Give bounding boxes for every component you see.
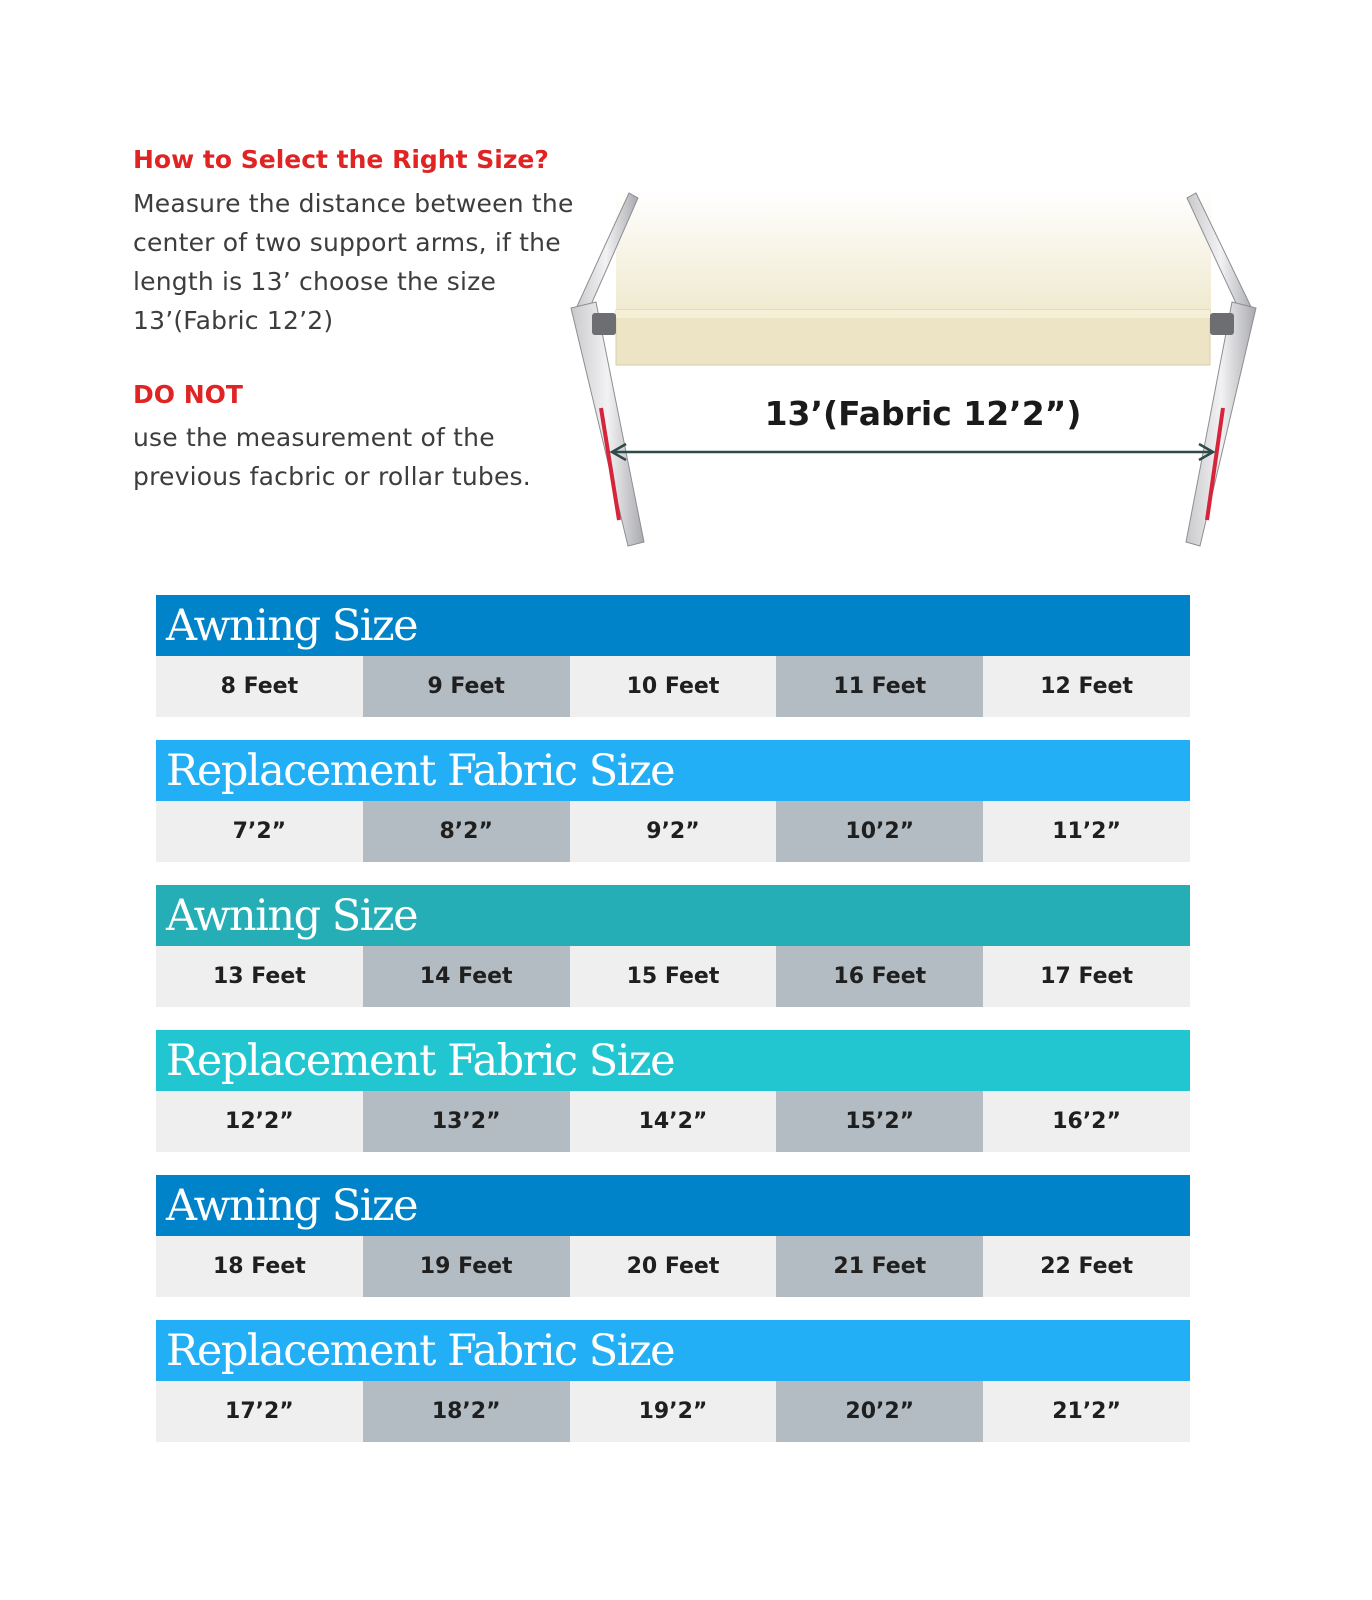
size-cell: 11 Feet xyxy=(776,656,983,717)
awning-size-header: Awning Size xyxy=(156,595,1190,656)
size-row xyxy=(156,1381,1190,1442)
size-cell: 22 Feet xyxy=(983,1236,1190,1297)
size-cell: 18’2” xyxy=(363,1381,570,1442)
measurement-label: 13’(Fabric 12’2”) xyxy=(764,394,1082,433)
size-cell: 14 Feet xyxy=(363,946,570,1007)
size-row xyxy=(156,656,1190,717)
size-cell: 15’2” xyxy=(776,1091,983,1152)
fabric-size-block xyxy=(156,1030,1190,1152)
awning-size-block xyxy=(156,885,1190,1007)
size-cell: 9’2” xyxy=(570,801,777,862)
size-cell: 7’2” xyxy=(156,801,363,862)
size-cell: 19’2” xyxy=(570,1381,777,1442)
size-cell: 12’2” xyxy=(156,1091,363,1152)
size-instructions xyxy=(133,145,603,340)
size-cell: 20’2” xyxy=(776,1381,983,1442)
awning-size-header: Awning Size xyxy=(156,885,1190,946)
size-row xyxy=(156,1091,1190,1152)
warning-line-1: use the measurement of the xyxy=(133,423,495,452)
size-row xyxy=(156,1236,1190,1297)
size-cell: 14’2” xyxy=(570,1091,777,1152)
size-cell: 16’2” xyxy=(983,1091,1190,1152)
size-cell: 20 Feet xyxy=(570,1236,777,1297)
size-cell: 10 Feet xyxy=(570,656,777,717)
instructions-line-1: Measure the distance between the xyxy=(133,189,574,218)
fabric-size-header: Replacement Fabric Size xyxy=(156,740,1190,801)
warning-heading: DO NOT xyxy=(133,380,243,409)
size-cell: 15 Feet xyxy=(570,946,777,1007)
warning-line-2: previous facbric or rollar tubes. xyxy=(133,462,531,491)
fabric-fade xyxy=(616,190,1211,312)
instructions-heading: How to Select the Right Size? xyxy=(133,145,549,174)
size-cell: 17’2” xyxy=(156,1381,363,1442)
size-cell: 12 Feet xyxy=(983,656,1190,717)
instructions-line-2: center of two support arms, if the xyxy=(133,228,561,257)
size-cell: 9 Feet xyxy=(363,656,570,717)
size-cell: 18 Feet xyxy=(156,1236,363,1297)
instructions-line-4: 13’(Fabric 12’2) xyxy=(133,306,334,335)
size-cell: 10’2” xyxy=(776,801,983,862)
size-cell: 8 Feet xyxy=(156,656,363,717)
size-chart xyxy=(156,595,1190,1465)
size-cell: 21 Feet xyxy=(776,1236,983,1297)
awning-diagram xyxy=(566,190,1262,555)
instructions-line-3: length is 13’ choose the size xyxy=(133,267,497,296)
fabric-size-header: Replacement Fabric Size xyxy=(156,1320,1190,1381)
size-cell: 19 Feet xyxy=(363,1236,570,1297)
awning-size-block xyxy=(156,595,1190,717)
size-row xyxy=(156,801,1190,862)
size-cell: 13 Feet xyxy=(156,946,363,1007)
size-row xyxy=(156,946,1190,1007)
awning-size-header: Awning Size xyxy=(156,1175,1190,1236)
fabric-roll xyxy=(616,310,1210,365)
size-cell: 16 Feet xyxy=(776,946,983,1007)
fabric-size-header: Replacement Fabric Size xyxy=(156,1030,1190,1091)
fabric-size-block xyxy=(156,1320,1190,1442)
fabric-size-block xyxy=(156,740,1190,862)
size-cell: 13’2” xyxy=(363,1091,570,1152)
awning-size-block xyxy=(156,1175,1190,1297)
right-roller-cap xyxy=(1210,313,1234,335)
size-cell: 8’2” xyxy=(363,801,570,862)
left-roller-cap xyxy=(592,313,616,335)
size-cell: 11’2” xyxy=(983,801,1190,862)
warning-block xyxy=(133,380,603,496)
size-cell: 21’2” xyxy=(983,1381,1190,1442)
size-cell: 17 Feet xyxy=(983,946,1190,1007)
